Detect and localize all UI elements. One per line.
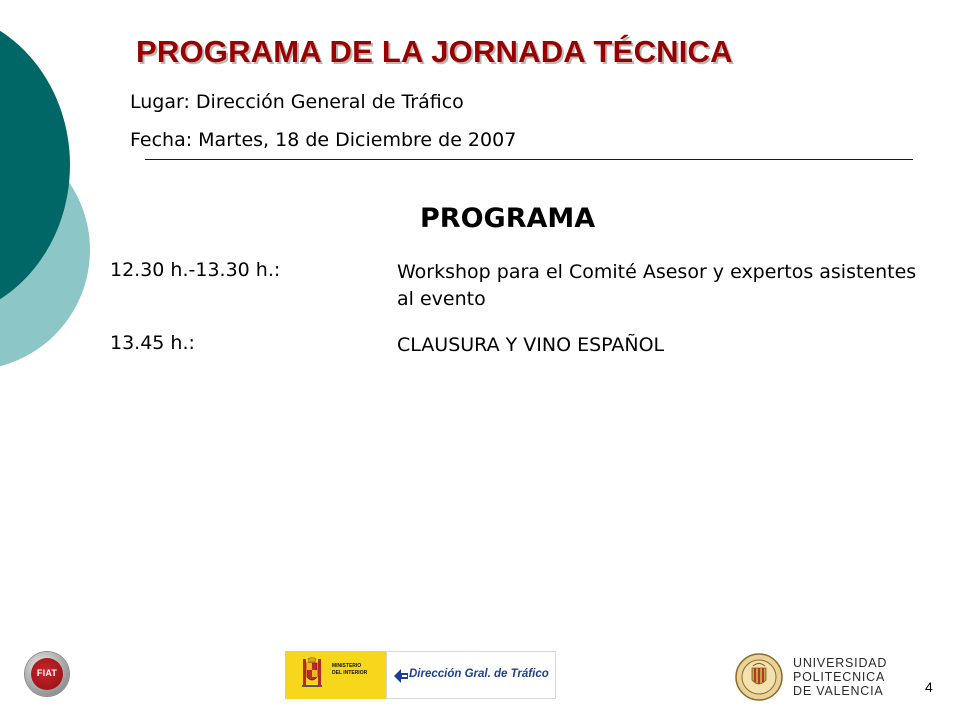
coat-of-arms-icon — [301, 657, 323, 691]
ministry-text — [332, 663, 367, 677]
ministry-line-1: MINISTERIO — [332, 663, 362, 669]
upv-seal-icon — [735, 653, 783, 701]
upv-logo-text — [793, 656, 887, 698]
schedule-description: Workshop para el Comité Asesor y expertos asistentes al evento — [397, 261, 917, 310]
upv-line-3: DE VALENCIA — [793, 684, 884, 698]
ministry-line-2: DEL INTERIOR — [332, 670, 368, 676]
dgt-logo — [386, 651, 556, 699]
dgt-logo-text: Dirección Gral. de Tráfico — [409, 668, 549, 680]
schedule-time: 12.30 h.-13.30 h.: — [110, 259, 281, 281]
schedule-description: CLAUSURA Y VINO ESPAÑOL — [397, 334, 665, 356]
upv-line-1: UNIVERSIDAD — [793, 656, 888, 670]
ministry-logo — [285, 651, 386, 699]
fiat-logo-text: FIAT — [36, 668, 58, 678]
schedule-time: 13.45 h.: — [110, 332, 195, 354]
divider-line — [145, 159, 913, 160]
upv-line-2: POLITECNICA — [793, 670, 886, 684]
slide-title: PROGRAMA DE LA JORNADA TÉCNICA — [136, 34, 733, 69]
date-text: Fecha: Martes, 18 de Diciembre de 2007 — [130, 129, 517, 151]
fiat-logo — [25, 652, 69, 696]
section-heading: PROGRAMA — [420, 203, 596, 234]
venue-text: Lugar: Dirección General de Tráfico — [130, 91, 464, 113]
page-number: 4 — [925, 679, 933, 695]
dgt-arrow-icon — [393, 668, 409, 684]
fiat-badge — [31, 658, 63, 690]
